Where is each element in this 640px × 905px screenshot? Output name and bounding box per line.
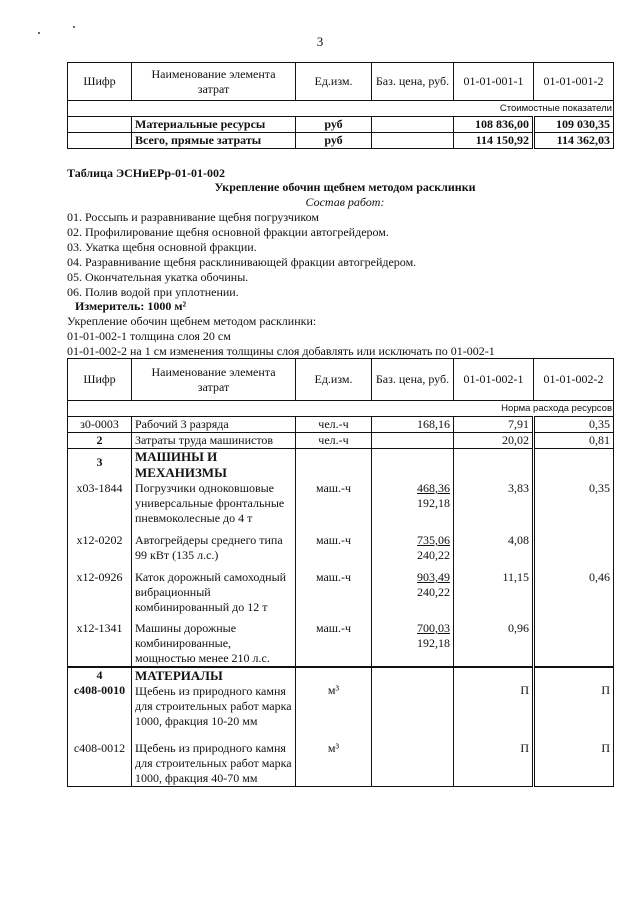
price-sub: 240,22	[417, 548, 450, 562]
section-materials	[68, 667, 614, 741]
col-header-code: Шифр	[68, 359, 132, 401]
col-header-price: Баз. цена, руб.	[372, 63, 454, 101]
table-row	[68, 570, 614, 621]
row-v1: 3,83	[454, 481, 534, 533]
row-v2	[534, 533, 614, 570]
col-header-name: Наименование элемента затрат	[132, 63, 296, 101]
price-sub: 192,18	[417, 496, 450, 510]
meter-label: Измеритель: 1000 м²	[75, 299, 187, 313]
table-row	[68, 481, 614, 533]
row-price	[372, 741, 454, 787]
row-v1: 0,96	[454, 621, 534, 667]
row-unit: руб	[296, 117, 372, 133]
row-unit: м³	[296, 741, 372, 787]
row-name: Щебень из природного камня для строительных работ марка 1000, фракция 40-70 мм	[132, 741, 296, 787]
band-label: Стоимостные показатели	[68, 101, 614, 117]
col-header-unit: Ед.изм.	[296, 63, 372, 101]
price-main: 700,03	[417, 621, 450, 635]
section-name: МАТЕРИАЛЫ	[135, 668, 223, 683]
row-code: х12-0926	[68, 570, 132, 621]
row-name: Затраты труда машинистов	[132, 433, 296, 449]
col-header-name: Наименование элемента затрат	[132, 359, 296, 401]
section-name: МАШИНЫ И МЕХАНИЗМЫ	[132, 449, 296, 482]
desc-line-1: Укрепление обочин щебнем методом расклинки:	[67, 314, 317, 328]
price-main: 735,06	[417, 533, 450, 547]
col-header-unit: Ед.изм.	[296, 359, 372, 401]
row-code: с408-0010	[73, 683, 126, 697]
desc-line-3: 01-01-002-2 на 1 см изменения толщины слоя добавлять или исключать по 01-002-1	[67, 344, 495, 358]
row-code: х03-1844	[68, 481, 132, 533]
col-header-v2: 01-01-002-2	[534, 359, 614, 401]
row-name: Рабочий 3 разряда	[132, 417, 296, 433]
col-header-price: Баз. цена, руб.	[372, 359, 454, 401]
row-v2: 0,46	[534, 570, 614, 621]
row-v1: 114 150,92	[454, 133, 534, 149]
row-price: 168,16	[372, 417, 454, 433]
row-unit: м³	[327, 683, 340, 697]
table-row	[68, 117, 614, 133]
band-label: Норма расхода ресурсов	[68, 401, 614, 417]
row-v2	[534, 621, 614, 667]
row-v1: 7,91	[454, 417, 534, 433]
row-v2: 0,81	[534, 433, 614, 449]
row-code: х12-1341	[68, 621, 132, 667]
scan-speck	[73, 26, 75, 28]
row-v2: 0,35	[534, 417, 614, 433]
col-header-v1: 01-01-002-1	[454, 359, 534, 401]
table-row	[68, 133, 614, 149]
col-header-v1: 01-01-001-1	[454, 63, 534, 101]
row-code: с408-0012	[68, 741, 132, 787]
row-name: Автогрейдеры среднего типа 99 кВт (135 л.с.)	[132, 533, 296, 570]
row-name: Погрузчики одноковшовые универсальные фронтальные пневмоколесные до 4 т	[132, 481, 296, 533]
row-code: х12-0202	[68, 533, 132, 570]
row-v2: П	[534, 741, 614, 787]
row-unit: маш.-ч	[296, 621, 372, 667]
row-v2: 0,35	[534, 481, 614, 533]
row-v1: П	[454, 741, 534, 787]
table-row	[68, 621, 614, 667]
row-v1: 4,08	[454, 533, 534, 570]
table-row	[68, 533, 614, 570]
row-price	[372, 667, 454, 741]
row-price	[372, 433, 454, 449]
row-unit: маш.-ч	[296, 481, 372, 533]
row-name: Каток дорожный самоходный вибрационный комбинированный до 12 т	[132, 570, 296, 621]
work-title: Укрепление обочин щебнем методом расклинки	[214, 180, 476, 194]
row-v1: 20,02	[454, 433, 534, 449]
step-3: 03. Укатка щебня основной фракции.	[67, 240, 257, 254]
row-price	[372, 117, 454, 133]
col-header-code: Шифр	[68, 63, 132, 101]
row-v1: 108 836,00	[454, 117, 534, 133]
col-header-v2: 01-01-001-2	[534, 63, 614, 101]
step-6: 06. Полив водой при уплотнении.	[67, 285, 239, 299]
step-4: 04. Разравнивание щебня расклинивающей фракции автогрейдером.	[67, 255, 417, 269]
resource-table	[67, 358, 614, 787]
row-code: з0-0003	[68, 417, 132, 433]
row-code: 2	[68, 433, 132, 449]
step-1: 01. Россыпь и разравнивание щебня погрузчиком	[67, 210, 319, 224]
row-name: Материальные ресурсы	[132, 117, 296, 133]
row-name: Щебень из природного камня для строительных работ марка 1000, фракция 10-20 мм	[135, 684, 292, 728]
summary-table	[67, 62, 614, 149]
section-machines	[68, 449, 614, 482]
page-number: 3	[316, 34, 324, 49]
row-v2: 114 362,03	[534, 133, 614, 149]
row-unit: чел.-ч	[296, 417, 372, 433]
section-code: 4	[96, 668, 103, 682]
row-price	[372, 133, 454, 149]
row-name: Машины дорожные комбинированные, мощностью менее 210 л.с.	[132, 621, 296, 667]
section-code: 3	[68, 449, 132, 482]
price-main: 903,49	[417, 570, 450, 584]
row-v1: 11,15	[454, 570, 534, 621]
row-v2: П	[601, 683, 610, 697]
price-sub: 192,18	[417, 636, 450, 650]
row-v1: П	[520, 683, 529, 697]
row-name: Всего, прямые затраты	[132, 133, 296, 149]
composition-label: Состав работ:	[305, 195, 385, 209]
row-unit: чел.-ч	[296, 433, 372, 449]
row-unit: маш.-ч	[296, 570, 372, 621]
price-sub: 240,22	[417, 585, 450, 599]
table-title: Таблица ЭСНиЕРр-01-01-002	[67, 166, 226, 180]
row-unit: маш.-ч	[296, 533, 372, 570]
row-v2: 109 030,35	[534, 117, 614, 133]
table-row	[68, 433, 614, 449]
row-unit: руб	[296, 133, 372, 149]
desc-line-2: 01-01-002-1 толщина слоя 20 см	[67, 329, 231, 343]
step-5: 05. Окончательная укатка обочины.	[67, 270, 249, 284]
step-2: 02. Профилирование щебня основной фракции автогрейдером.	[67, 225, 389, 239]
price-main: 468,36	[417, 481, 450, 495]
table-row	[68, 741, 614, 787]
table-row	[68, 417, 614, 433]
